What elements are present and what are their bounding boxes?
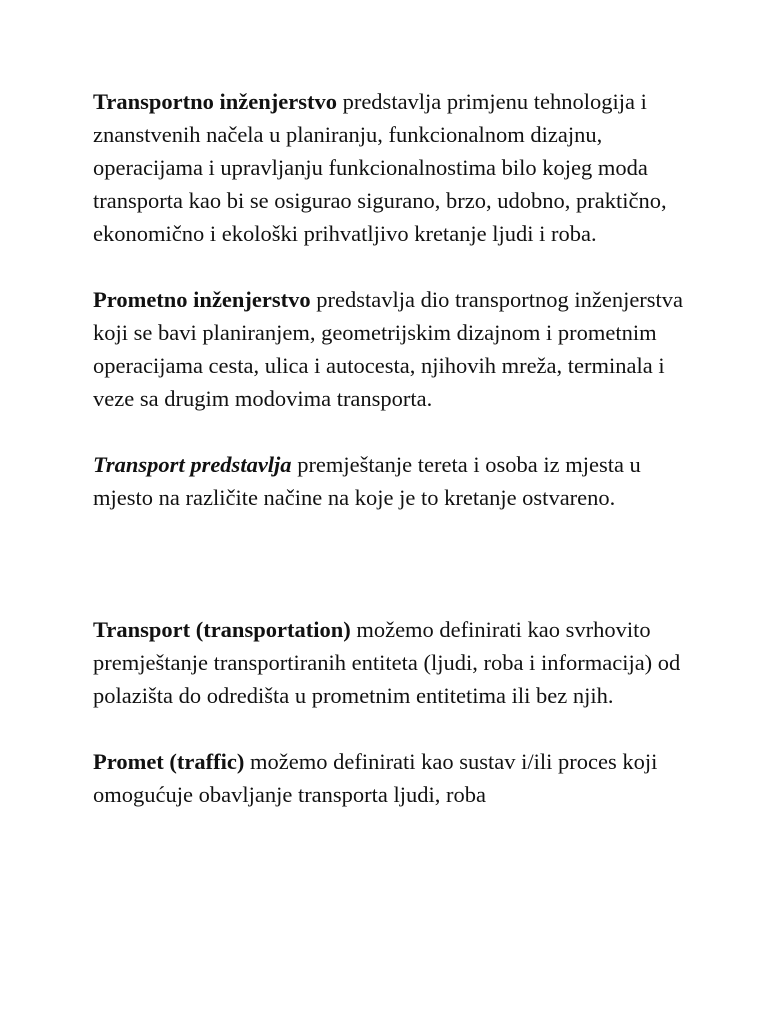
definition-prometno-inzenjerstvo: predstavlja dio transportnog inženjerstva koji se bavi planiranjem, geometrijskim dizajnom i prometnim operacijama cesta, ulica i autocesta, njihovih mreža, terminala i veze sa drugim modovima transporta. — [93, 287, 684, 411]
document-page — [93, 85, 693, 844]
paragraph-promet-traffic — [93, 745, 693, 811]
term-transport-transportation: Transport (transportation) — [93, 617, 351, 642]
definition-transport-predstavlja: premještanje tereta i osoba iz mjesta u mjesto na različite načine na koje je to kretanje ostvareno. — [93, 452, 641, 510]
paragraph-transportno-inzenjerstvo — [93, 85, 693, 250]
paragraph-transport-predstavlja — [93, 448, 693, 514]
definition-promet-traffic: možemo definirati kao sustav i/ili proces koji omogućuje obavljanje transporta ljudi, roba — [93, 749, 658, 807]
definition-transport-transportation: možemo definirati kao svrhovito premještanje transportiranih entiteta (ljudi, roba i informacija) od polazišta do odredišta u prometnim entitetima ili bez njih. — [93, 617, 681, 708]
term-prometno-inzenjerstvo: Prometno inženjerstvo — [93, 287, 311, 312]
term-transport-predstavlja: Transport predstavlja — [93, 452, 292, 477]
paragraph-prometno-inzenjerstvo — [93, 283, 693, 415]
paragraph-transport-transportation — [93, 613, 693, 712]
definition-transportno-inzenjerstvo: predstavlja primjenu tehnologija i znanstvenih načela u planiranju, funkcionalnom dizajnu, operacijama i upravljanju funkcionalnostima bilo kojeg moda transporta kao bi se osigurao sigurano, brzo, udobno, praktično, ekonomično i ekološki prihvatljivo kretanje ljudi i roba. — [93, 89, 667, 246]
term-promet-traffic: Promet (traffic) — [93, 749, 245, 774]
term-transportno-inzenjerstvo: Transportno inženjerstvo — [93, 89, 337, 114]
